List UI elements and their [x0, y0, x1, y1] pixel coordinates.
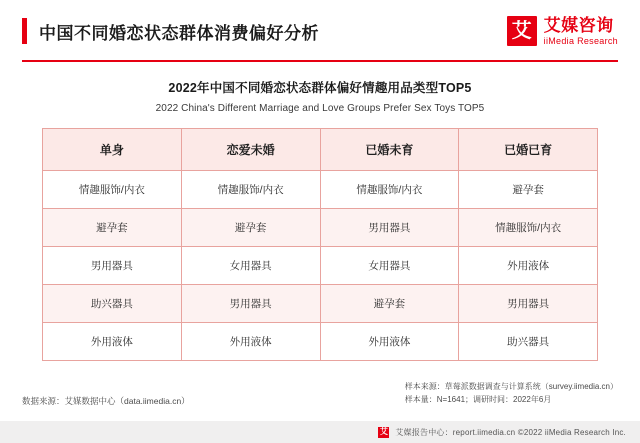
- footnotes: [22, 381, 618, 407]
- table-header-row: [43, 129, 598, 171]
- table-cell: 情趣服饰/内衣: [43, 171, 182, 209]
- table-cell: 情趣服饰/内衣: [320, 171, 459, 209]
- column-header-dating-unmarried: 恋爱未婚: [181, 129, 320, 171]
- data-source-note: 数据来源：艾媒数据中心（data.iimedia.cn）: [22, 396, 190, 406]
- sample-source-note: [405, 381, 618, 407]
- header-divider: [22, 60, 618, 62]
- table-cell: 外用液体: [459, 247, 598, 285]
- table-cell: 助兴器具: [459, 323, 598, 361]
- column-header-married-nochild: 已婚未育: [320, 129, 459, 171]
- table-cell: 避孕套: [459, 171, 598, 209]
- brand-text: [544, 16, 618, 46]
- table-cell: 外用液体: [43, 323, 182, 361]
- table-row: [43, 209, 598, 247]
- footer-logo-icon: 艾: [379, 427, 388, 436]
- brand-name-en: iiMedia Research: [543, 35, 618, 46]
- table-cell: 男用器具: [320, 209, 459, 247]
- table-cell: 情趣服饰/内衣: [459, 209, 598, 247]
- page-title: 中国不同婚恋状态群体消费偏好分析: [39, 23, 319, 43]
- table-cell: 男用器具: [181, 285, 320, 323]
- table-cell: 女用器具: [320, 247, 459, 285]
- chart-title: 2022年中国不同婚恋状态群体偏好情趣用品类型TOP5: [168, 81, 472, 95]
- table-row: [43, 247, 598, 285]
- title-accent-bar: [22, 18, 27, 44]
- table-cell: 助兴器具: [43, 285, 182, 323]
- column-header-single: 单身: [43, 129, 182, 171]
- table-body: [43, 171, 598, 361]
- table-cell: 男用器具: [43, 247, 182, 285]
- brand-logo-icon: 艾: [507, 16, 537, 46]
- brand-logo: [507, 16, 618, 46]
- table-row: [43, 171, 598, 209]
- table-cell: 避孕套: [43, 209, 182, 247]
- table-cell: 避孕套: [181, 209, 320, 247]
- sample-source-line2: 样本量：N=1641；调研时间：2022年6月: [404, 395, 552, 405]
- column-header-married-withchild: 已婚已育: [459, 129, 598, 171]
- table-cell: 避孕套: [320, 285, 459, 323]
- table-head: [43, 129, 598, 171]
- chart-subtitle: 2022 China's Different Marriage and Love Groups Prefer Sex Toys TOP5: [155, 103, 485, 114]
- sample-source-line1: 样本来源：草莓派数据调查与计算系统（survey.iimedia.cn）: [404, 382, 618, 392]
- table-cell: 外用液体: [320, 323, 459, 361]
- data-table-wrapper: [42, 128, 598, 361]
- brand-name-cn: 艾媒咨询: [543, 16, 614, 36]
- table-cell: 男用器具: [459, 285, 598, 323]
- page-footer: [0, 421, 640, 443]
- table-row: [43, 285, 598, 323]
- chart-heading-block: [0, 78, 640, 114]
- table-cell: 外用液体: [181, 323, 320, 361]
- table-row: [43, 323, 598, 361]
- table-cell: 情趣服饰/内衣: [181, 171, 320, 209]
- page-header: [0, 0, 640, 62]
- preference-table: [42, 128, 598, 361]
- table-cell: 女用器具: [181, 247, 320, 285]
- header-left: [22, 18, 319, 44]
- footer-text: 艾媒报告中心：report.iimedia.cn ©2022 iiMedia Research Inc.: [395, 427, 626, 437]
